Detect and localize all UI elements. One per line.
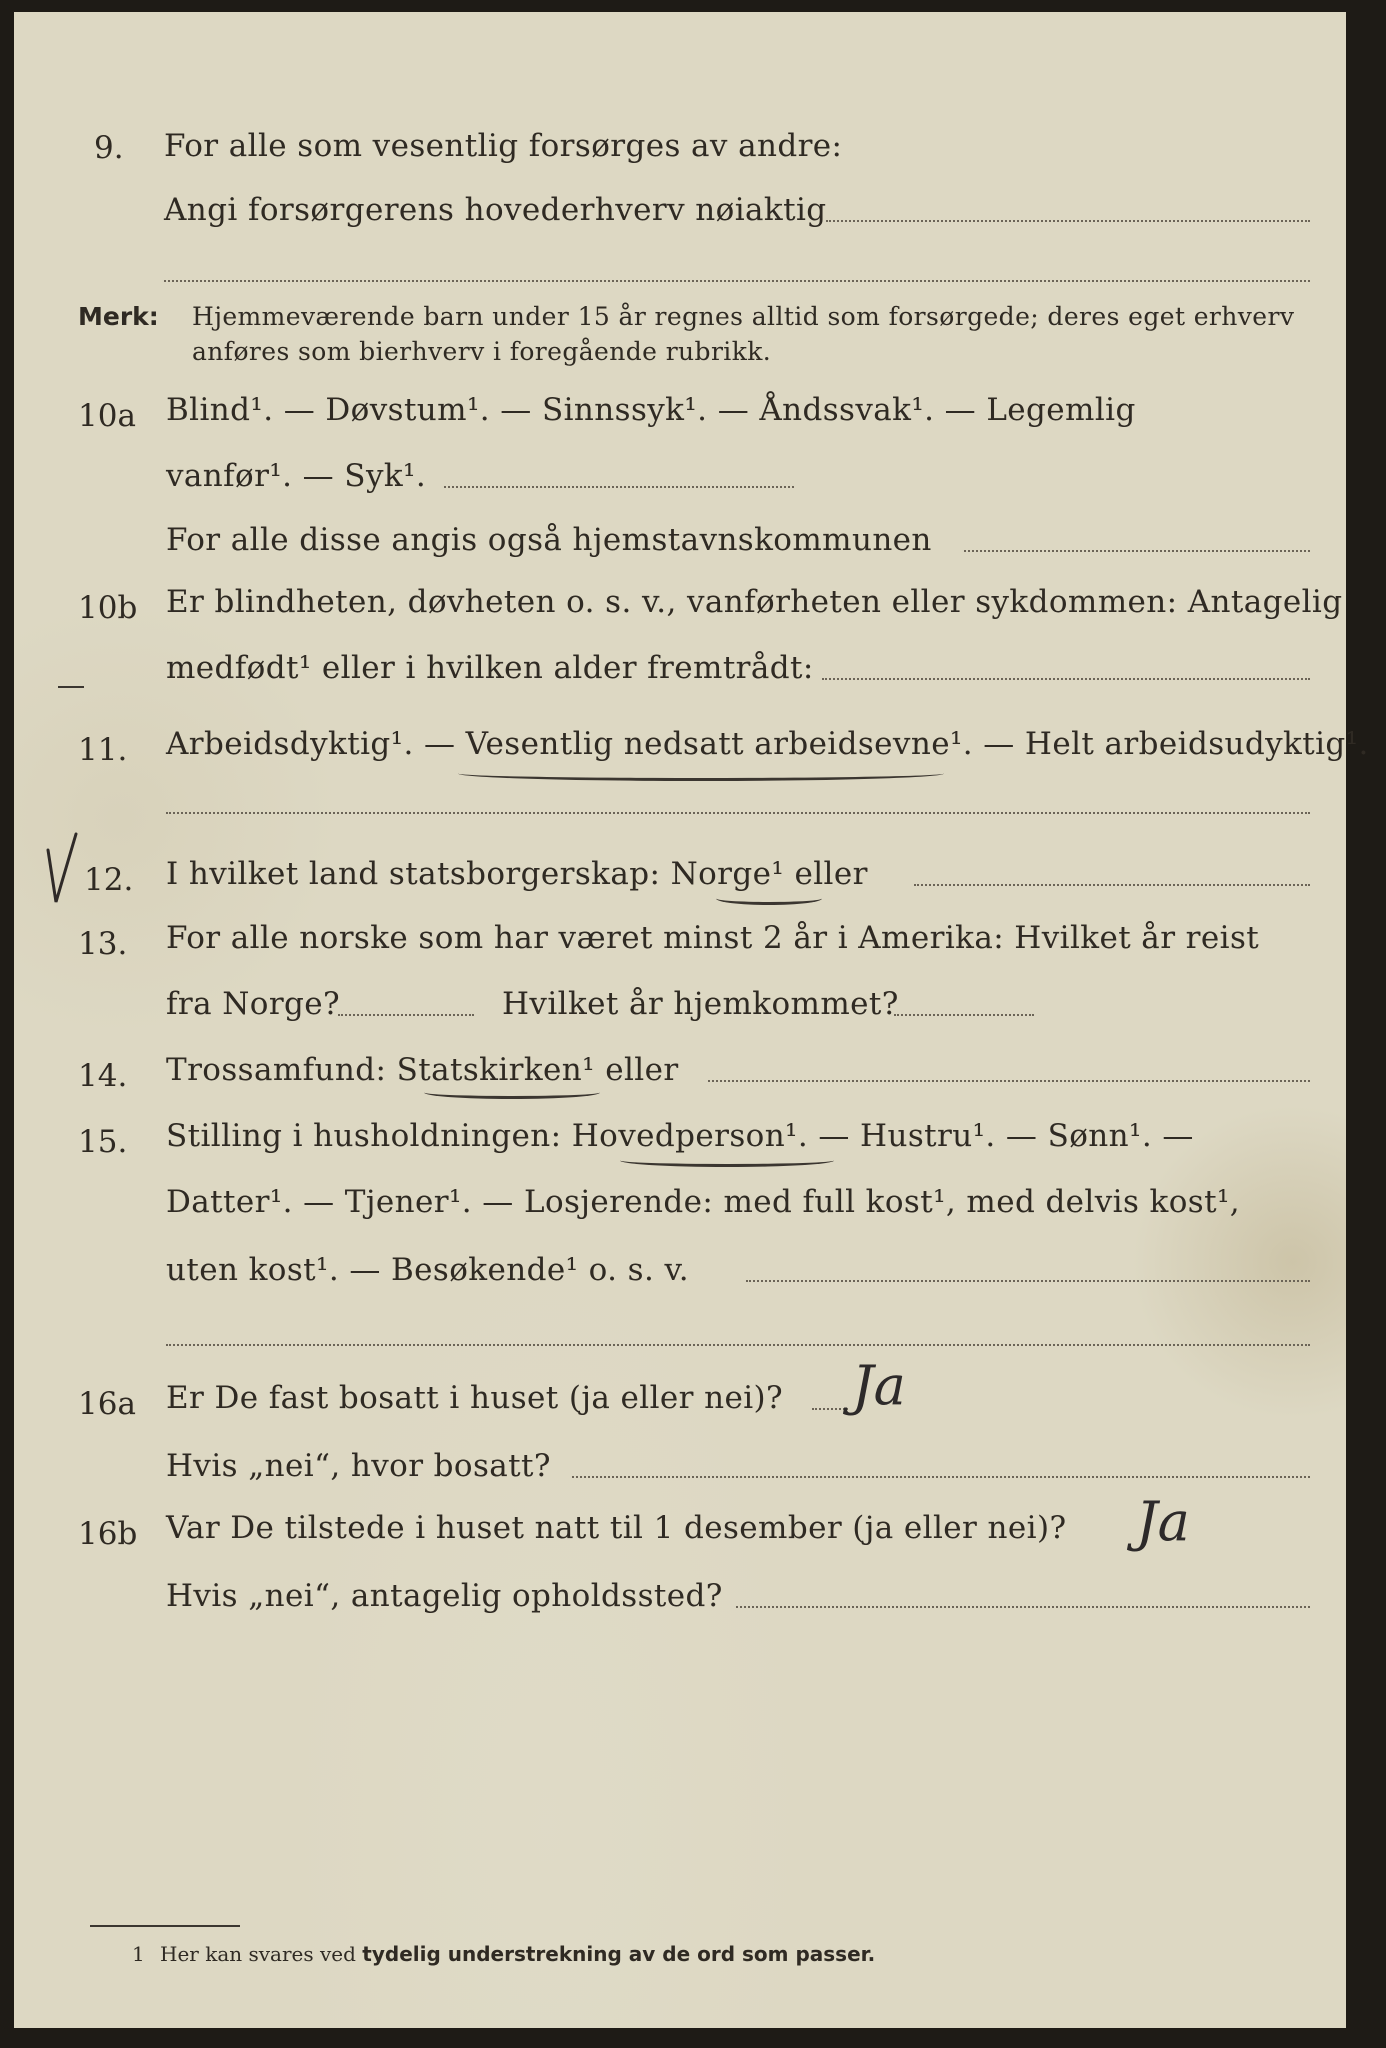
question-10a-text-line2: vanfør¹. — Syk¹.	[166, 458, 427, 494]
question-9-text: For alle som vesentlig forsørges av andre:	[164, 128, 843, 164]
question-16a-text-line2: Hvis „nei“, hvor bosatt?	[166, 1448, 551, 1484]
question-13-text-line2b: Hvilket år hjemkommet?	[502, 986, 899, 1022]
answer-line[interactable]	[166, 812, 1310, 814]
answer-line[interactable]	[164, 280, 1310, 282]
question-9-text-line2: Angi forsørgerens hovederhverv nøiaktig	[164, 192, 827, 228]
answer-line[interactable]	[166, 1344, 1310, 1346]
answer-line[interactable]	[736, 1606, 1310, 1608]
question-14-text: Trossamfund: Statskirken¹ eller	[166, 1052, 679, 1088]
question-number: 13.	[78, 926, 128, 962]
footnote-text	[160, 1942, 875, 1966]
question-number: 10b	[78, 590, 138, 626]
answer-line[interactable]	[914, 884, 1310, 886]
footnote-text-bold: tydelig understrekning av de ord som passer.	[362, 1942, 876, 1966]
footnote-mark: 1	[132, 1942, 145, 1966]
question-13-text: For alle norske som har været minst 2 år i Amerika: Hvilket år reist	[166, 920, 1260, 956]
question-13-text-line2a: fra Norge?	[166, 986, 341, 1022]
answer-line[interactable]	[826, 220, 1310, 222]
question-number: 14.	[78, 1058, 128, 1094]
question-16b-text-line2: Hvis „nei“, antagelig opholdssted?	[166, 1578, 723, 1614]
handwritten-underline	[620, 1154, 834, 1167]
question-10b-text-line2: medfødt¹ eller i hvilken alder fremtrådt:	[166, 650, 814, 686]
answer-line[interactable]	[894, 1014, 1034, 1016]
question-16a-text: Er De fast bosatt i huset (ja eller nei)?	[166, 1380, 784, 1416]
question-11-text: Arbeidsdyktig¹. — Vesentlig nedsatt arbeidsevne¹. — Helt arbeidsudyktig¹.	[166, 726, 1369, 762]
footnote-text-plain: Her kan svares ved	[160, 1942, 356, 1966]
handwritten-answer: Ja	[1136, 1490, 1190, 1553]
question-10b-text: Er blindheten, døvheten o. s. v., vanførheten eller sykdommen: Antagelig	[166, 584, 1343, 620]
answer-line[interactable]	[746, 1280, 1310, 1282]
answer-line[interactable]	[812, 1408, 848, 1410]
question-16b-text: Var De tilstede i huset natt til 1 desember (ja eller nei)?	[166, 1510, 1067, 1546]
note-text-line2: anføres som bierhverv i foregående rubrikk.	[192, 337, 772, 366]
answer-line[interactable]	[572, 1476, 1310, 1478]
answer-line[interactable]	[444, 486, 794, 488]
question-number: 11.	[78, 732, 128, 768]
handwritten-answer: Ja	[852, 1354, 906, 1417]
question-15-text-line2: Datter¹. — Tjener¹. — Losjerende: med full kost¹, med delvis kost¹,	[166, 1184, 1241, 1220]
note-label: Merk:	[78, 302, 159, 331]
question-15-text: Stilling i husholdningen: Hovedperson¹. — Hustru¹. — Sønn¹. —	[166, 1118, 1194, 1154]
handwritten-underline	[424, 1086, 600, 1099]
answer-line[interactable]	[964, 550, 1310, 552]
question-number: 12.	[84, 862, 134, 898]
note-text: Hjemmeværende barn under 15 år regnes alltid som forsørgede; deres eget erhverv	[192, 302, 1295, 331]
answer-line[interactable]	[822, 678, 1310, 680]
footnote-divider	[90, 1925, 240, 1927]
question-10a-text-line3: For alle disse angis også hjemstavnskommunen	[166, 522, 932, 558]
question-number: 16a	[78, 1386, 136, 1422]
question-10a-text: Blind¹. — Døvstum¹. — Sinnssyk¹. — Åndssvak¹. — Legemlig	[166, 392, 1136, 428]
question-number: 9.	[94, 130, 124, 166]
question-12-text: I hvilket land statsborgerskap: Norge¹ eller	[166, 856, 868, 892]
pen-mark	[58, 686, 84, 688]
check-mark-icon	[42, 830, 82, 910]
handwritten-underline	[716, 892, 822, 905]
question-number: 10a	[78, 398, 136, 434]
answer-line[interactable]	[338, 1014, 474, 1016]
question-number: 15.	[78, 1124, 128, 1160]
question-number: 16b	[78, 1516, 138, 1552]
handwritten-underline	[458, 766, 944, 781]
answer-line[interactable]	[708, 1080, 1310, 1082]
question-15-text-line3: uten kost¹. — Besøkende¹ o. s. v.	[166, 1252, 689, 1288]
census-form-page	[14, 12, 1369, 2028]
